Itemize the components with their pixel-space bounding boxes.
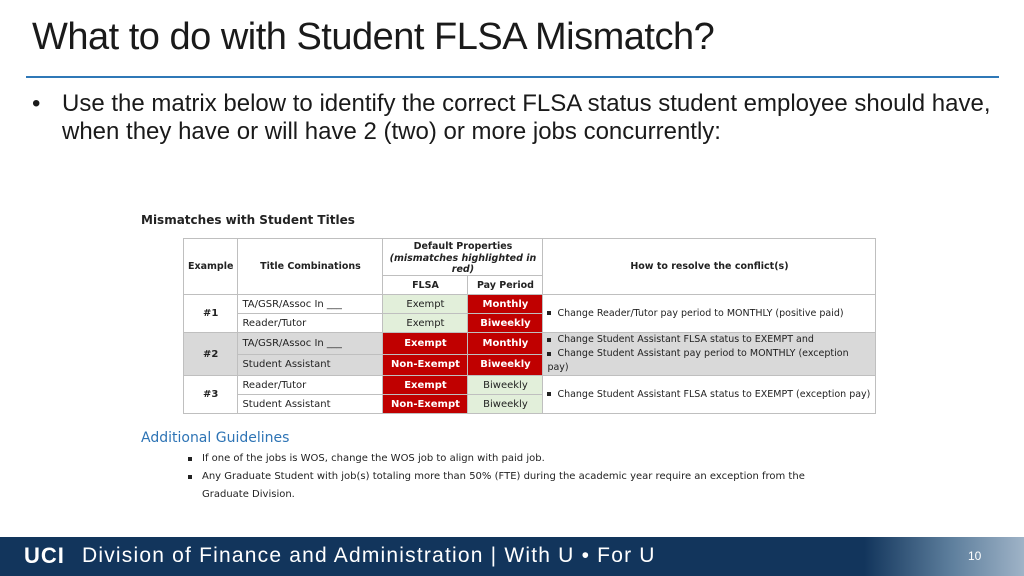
table-row bbox=[184, 295, 876, 314]
title-cell: TA/GSR/Assoc In ___ bbox=[238, 295, 383, 314]
flsa-cell: Non-Exempt bbox=[383, 354, 468, 376]
bullet-dot-icon: • bbox=[32, 90, 41, 117]
pay-period-cell: Biweekly bbox=[468, 314, 543, 333]
guidelines-list bbox=[188, 450, 828, 504]
square-bullet-icon bbox=[188, 457, 192, 461]
header-title-combinations: Title Combinations bbox=[238, 239, 383, 295]
table-row bbox=[184, 376, 876, 395]
example-id: #1 bbox=[184, 295, 238, 333]
flsa-cell: Exempt bbox=[383, 295, 468, 314]
resolve-line: Change Student Assistant FLSA status to EXEMPT and bbox=[547, 333, 871, 347]
header-pay-period: Pay Period bbox=[468, 276, 543, 295]
resolve-line: Change Student Assistant pay period to MONTHLY (exception pay) bbox=[547, 348, 849, 373]
list-item bbox=[188, 450, 828, 468]
flsa-cell: Non-Exempt bbox=[383, 395, 468, 414]
flsa-cell: Exempt bbox=[383, 376, 468, 395]
intro-bullet bbox=[32, 90, 1002, 146]
header-resolve: How to resolve the conflict(s) bbox=[543, 239, 876, 295]
square-bullet-icon bbox=[547, 311, 551, 315]
flsa-cell: Exempt bbox=[383, 314, 468, 333]
pay-period-cell: Monthly bbox=[468, 295, 543, 314]
header-example: Example bbox=[184, 239, 238, 295]
flsa-cell: Exempt bbox=[383, 333, 468, 355]
title-divider bbox=[26, 76, 999, 78]
slide-title: What to do with Student FLSA Mismatch? bbox=[32, 16, 715, 58]
matrix-header-row bbox=[184, 239, 876, 254]
resolve-cell bbox=[543, 376, 876, 414]
example-id: #3 bbox=[184, 376, 238, 414]
footer-gradient bbox=[864, 537, 1024, 576]
square-bullet-icon bbox=[188, 475, 192, 479]
guideline-text: Any Graduate Student with job(s) totaling more than 50% (FTE) during the academic year require an exception from the Graduate Division. bbox=[202, 471, 805, 500]
example-id: #2 bbox=[184, 333, 238, 376]
guidelines-heading: Additional Guidelines bbox=[141, 430, 290, 446]
square-bullet-icon bbox=[547, 338, 551, 342]
footer-logo: UCI bbox=[24, 543, 65, 568]
resolve-cell bbox=[543, 333, 876, 376]
pay-period-cell: Biweekly bbox=[468, 376, 543, 395]
header-mismatch-note: (mismatches highlighted in red) bbox=[383, 253, 543, 276]
title-cell: TA/GSR/Assoc In ___ bbox=[238, 333, 383, 355]
pay-period-cell: Biweekly bbox=[468, 395, 543, 414]
guideline-text: If one of the jobs is WOS, change the WOS job to align with paid job. bbox=[202, 453, 545, 464]
square-bullet-icon bbox=[547, 392, 551, 396]
resolve-line: Change Reader/Tutor pay period to MONTHLY (positive paid) bbox=[547, 307, 871, 321]
resolve-line: Change Student Assistant FLSA status to EXEMPT (exception pay) bbox=[547, 388, 871, 402]
title-cell: Student Assistant bbox=[238, 354, 383, 376]
intro-bullet-text: Use the matrix below to identify the correct FLSA status student employee should have, when they have or will have 2 (two) or more jobs concurrently: bbox=[62, 90, 991, 145]
mismatch-matrix bbox=[183, 238, 876, 414]
square-bullet-icon bbox=[547, 352, 551, 356]
header-default-properties: Default Properties bbox=[383, 239, 543, 254]
footer-tagline: Division of Finance and Administration | With U • For U bbox=[82, 544, 656, 567]
footer-bar bbox=[0, 537, 1024, 576]
title-cell: Student Assistant bbox=[238, 395, 383, 414]
table-row bbox=[184, 333, 876, 355]
matrix-heading: Mismatches with Student Titles bbox=[141, 213, 355, 227]
title-cell: Reader/Tutor bbox=[238, 314, 383, 333]
resolve-cell bbox=[543, 295, 876, 333]
header-flsa: FLSA bbox=[383, 276, 468, 295]
title-cell: Reader/Tutor bbox=[238, 376, 383, 395]
list-item bbox=[188, 468, 828, 504]
pay-period-cell: Monthly bbox=[468, 333, 543, 355]
page-number: 10 bbox=[968, 549, 982, 563]
pay-period-cell: Biweekly bbox=[468, 354, 543, 376]
